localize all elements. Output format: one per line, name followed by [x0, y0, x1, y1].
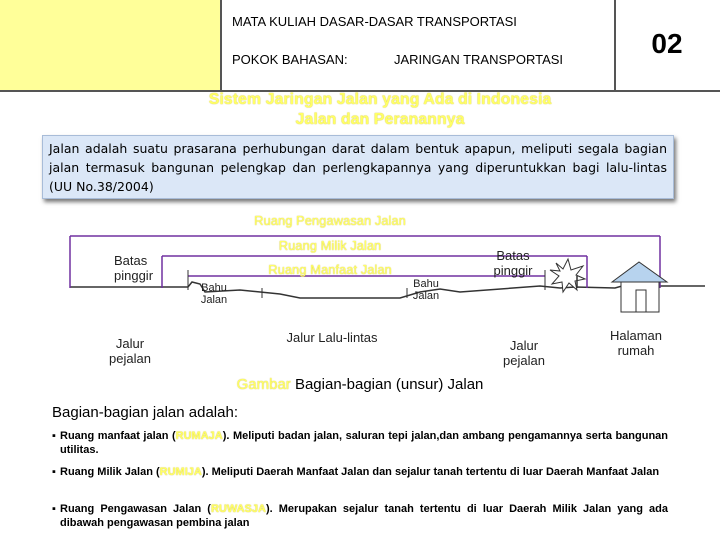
- item-abbr: RUMAJA: [175, 430, 223, 442]
- list-item: [52, 502, 668, 530]
- jalur-pejalan-right-label: Jalur pejalan: [503, 338, 545, 368]
- item-text-before: Ruang Milik Jalan (: [60, 466, 160, 478]
- slide-number: 02: [651, 28, 683, 59]
- bahu-jalan-left-label: Bahu Jalan: [200, 282, 228, 306]
- definition-box: Jalan adalah suatu prasarana perhubungan darat dalam bentuk apapun, meliputi segala bagian jalan termasuk bangunan pelengkap dan perlengkapannya yang diperuntukkan bagi lalu-lintas (UU No.38/2004): [42, 135, 674, 199]
- slide-title-line1: Sistem Jaringan Jalan yang Ada di Indonesia: [208, 91, 552, 108]
- figure-caption: [0, 376, 720, 393]
- caption-text: Bagian-bagian (unsur) Jalan: [290, 376, 484, 393]
- topic-value: JARINGAN TRANSPORTASI: [394, 52, 564, 67]
- bullet-icon: ▪: [52, 430, 56, 442]
- course-title: MATA KULIAH DASAR-DASAR TRANSPORTASI: [232, 14, 517, 29]
- item-abbr: RUWASJA: [210, 503, 266, 515]
- halaman-rumah-label: Halaman rumah: [609, 328, 663, 358]
- item-text-after: ). Merupakan sejalur tanah tertentu di luar Daerah Milik Jalan yang ada dibawah pengawasan pembina jalan: [60, 503, 668, 529]
- topic-label: POKOK BAHASAN:: [232, 52, 348, 67]
- bullet-icon: ▪: [52, 466, 56, 478]
- item-text-before: Ruang Pengawasan Jalan (: [60, 503, 211, 515]
- batas-pinggir-left-label: Batas pinggir: [114, 253, 154, 283]
- list-title: Bagian-bagian jalan adalah:: [52, 404, 238, 421]
- ruang-milik-label: Ruang Milik Jalan: [278, 238, 382, 253]
- item-text-after: ). Meliputi Daerah Manfaat Jalan dan sejalur tanah tertentu di luar Daerah Manfaat Jalan: [201, 466, 660, 478]
- ruang-pengawasan-label: Ruang Pengawasan Jalan: [254, 213, 406, 228]
- batas-pinggir-right-label: Batas pinggir: [493, 248, 533, 278]
- list-item: [52, 429, 668, 457]
- item-text-after: ). Meliputi badan jalan, saluran tepi jalan,dan ambang pengamannya serta bangunan utilitas.: [60, 430, 668, 456]
- slide-title: [120, 90, 640, 130]
- caption-prefix: Gambar: [236, 376, 291, 393]
- bahu-jalan-right-label: Bahu Jalan: [412, 278, 440, 302]
- header-left-panel: [0, 0, 222, 92]
- jalur-pejalan-left-label: Jalur pejalan: [109, 336, 151, 366]
- item-abbr: RUMIJA: [159, 466, 202, 478]
- slide-title-line2: Jalan dan Peranannya: [295, 111, 465, 128]
- bullet-icon: ▪: [52, 503, 56, 515]
- list-item: [52, 465, 668, 479]
- ruang-manfaat-label: Ruang Manfaat Jalan: [268, 262, 392, 277]
- item-text-before: Ruang manfaat jalan (: [60, 430, 176, 442]
- ground-profile-line: [70, 282, 705, 298]
- jalur-lalu-lintas-label: Jalur Lalu-lintas: [286, 330, 378, 345]
